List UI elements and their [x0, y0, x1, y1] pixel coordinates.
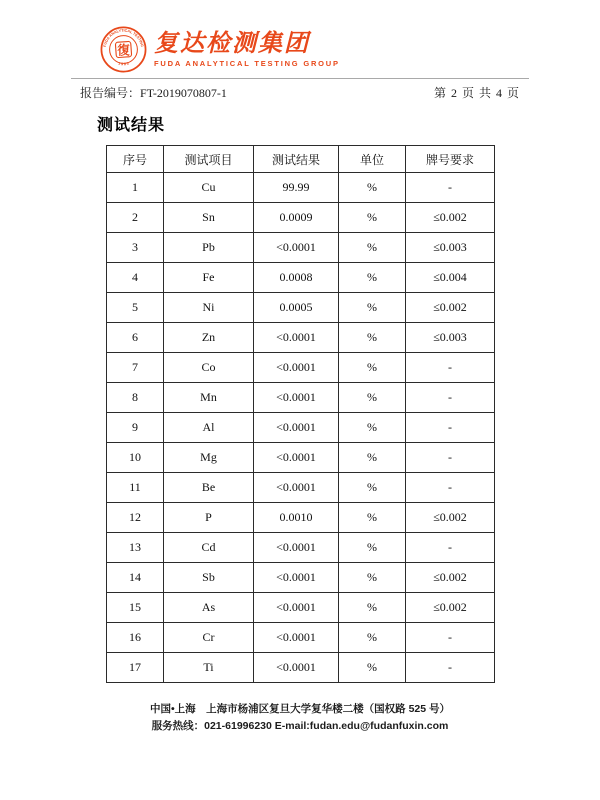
cell-seq: 2: [107, 203, 164, 233]
cell-grade-req: ≤0.004: [406, 263, 495, 293]
cell-result: <0.0001: [254, 473, 339, 503]
col-header-item: 测试项目: [164, 146, 254, 173]
table-row: [107, 263, 495, 293]
cell-grade-req: -: [406, 473, 495, 503]
table-row: [107, 293, 495, 323]
cell-unit: %: [339, 563, 406, 593]
cell-item: Sn: [164, 203, 254, 233]
report-meta-row: [80, 84, 520, 101]
cell-grade-req: -: [406, 533, 495, 563]
col-header-result: 测试结果: [254, 146, 339, 173]
cell-seq: 1: [107, 173, 164, 203]
col-header-grade-req: 牌号要求: [406, 146, 495, 173]
cell-grade-req: ≤0.002: [406, 293, 495, 323]
cell-result: <0.0001: [254, 353, 339, 383]
cell-grade-req: ≤0.002: [406, 563, 495, 593]
cell-item: Ni: [164, 293, 254, 323]
svg-text:1 9 8 3: 1 9 8 3: [117, 61, 130, 67]
cell-item: Zn: [164, 323, 254, 353]
cell-seq: 15: [107, 593, 164, 623]
cell-seq: 12: [107, 503, 164, 533]
cell-unit: %: [339, 413, 406, 443]
cell-seq: 7: [107, 353, 164, 383]
table-row: [107, 593, 495, 623]
cell-result: <0.0001: [254, 443, 339, 473]
cell-unit: %: [339, 233, 406, 263]
cell-result: 99.99: [254, 173, 339, 203]
cell-item: Be: [164, 473, 254, 503]
cell-grade-req: ≤0.002: [406, 593, 495, 623]
brand-name-cn: 复达检测集团: [154, 30, 310, 58]
cell-seq: 5: [107, 293, 164, 323]
cell-grade-req: -: [406, 353, 495, 383]
cell-item: Mg: [164, 443, 254, 473]
cell-seq: 8: [107, 383, 164, 413]
table-row: [107, 533, 495, 563]
page-indicator: 第 2 页 共 4 页: [433, 86, 520, 100]
cell-result: 0.0010: [254, 503, 339, 533]
cell-seq: 10: [107, 443, 164, 473]
table-row: [107, 623, 495, 653]
cell-unit: %: [339, 653, 406, 683]
cell-grade-req: -: [406, 443, 495, 473]
cell-unit: %: [339, 353, 406, 383]
cell-result: 0.0009: [254, 203, 339, 233]
cell-result: <0.0001: [254, 623, 339, 653]
company-wordmark: [154, 31, 340, 67]
table-row: [107, 503, 495, 533]
cell-result: <0.0001: [254, 383, 339, 413]
cell-seq: 17: [107, 653, 164, 683]
cell-result: <0.0001: [254, 563, 339, 593]
cell-item: Pb: [164, 233, 254, 263]
cell-unit: %: [339, 203, 406, 233]
cell-seq: 9: [107, 413, 164, 443]
cell-grade-req: -: [406, 173, 495, 203]
cell-seq: 14: [107, 563, 164, 593]
cell-item: Al: [164, 413, 254, 443]
cell-unit: %: [339, 173, 406, 203]
results-table-body: [107, 173, 495, 683]
page-footer: [0, 701, 600, 735]
cell-seq: 16: [107, 623, 164, 653]
cell-unit: %: [339, 263, 406, 293]
cell-unit: %: [339, 623, 406, 653]
col-header-unit: 单位: [339, 146, 406, 173]
cell-unit: %: [339, 383, 406, 413]
cell-item: Cd: [164, 533, 254, 563]
table-row: [107, 563, 495, 593]
table-row: [107, 473, 495, 503]
cell-result: <0.0001: [254, 593, 339, 623]
cell-seq: 11: [107, 473, 164, 503]
company-seal-icon: [100, 26, 147, 73]
table-header-row: [107, 146, 495, 173]
cell-result: <0.0001: [254, 323, 339, 353]
cell-seq: 6: [107, 323, 164, 353]
cell-item: Cr: [164, 623, 254, 653]
col-header-seq: 序号: [107, 146, 164, 173]
results-table: [106, 145, 495, 683]
table-row: [107, 443, 495, 473]
cell-item: As: [164, 593, 254, 623]
cell-seq: 4: [107, 263, 164, 293]
cell-grade-req: -: [406, 623, 495, 653]
table-row: [107, 173, 495, 203]
table-row: [107, 383, 495, 413]
cell-grade-req: ≤0.002: [406, 503, 495, 533]
cell-grade-req: ≤0.003: [406, 233, 495, 263]
section-title: 测试结果: [97, 117, 166, 134]
cell-result: <0.0001: [254, 653, 339, 683]
cell-grade-req: -: [406, 413, 495, 443]
cell-item: Sb: [164, 563, 254, 593]
cell-result: 0.0008: [254, 263, 339, 293]
cell-grade-req: -: [406, 383, 495, 413]
company-logo: [100, 26, 340, 73]
cell-unit: %: [339, 533, 406, 563]
cell-result: <0.0001: [254, 533, 339, 563]
cell-unit: %: [339, 503, 406, 533]
cell-seq: 13: [107, 533, 164, 563]
cell-unit: %: [339, 293, 406, 323]
brand-name-en: FUDA ANALYTICAL TESTING GROUP: [154, 58, 340, 68]
report-number-label: 报告编号：: [80, 86, 141, 100]
cell-item: Cu: [164, 173, 254, 203]
cell-item: P: [164, 503, 254, 533]
cell-unit: %: [339, 593, 406, 623]
cell-item: Co: [164, 353, 254, 383]
cell-seq: 3: [107, 233, 164, 263]
table-row: [107, 203, 495, 233]
table-row: [107, 413, 495, 443]
cell-item: Fe: [164, 263, 254, 293]
header-divider: [71, 78, 529, 79]
svg-text:復: 復: [117, 43, 130, 58]
cell-unit: %: [339, 473, 406, 503]
footer-contact: 服务热线：021-61996230 E-mail:fudan.edu@fudanfuxin.com: [151, 720, 449, 732]
svg-text:FUDA ANALYTICAL TESTING: FUDA ANALYTICAL TESTING: [102, 28, 145, 48]
cell-grade-req: ≤0.002: [406, 203, 495, 233]
report-number-value: FT-2019070807-1: [140, 86, 227, 100]
cell-item: Mn: [164, 383, 254, 413]
cell-result: <0.0001: [254, 233, 339, 263]
table-row: [107, 233, 495, 263]
table-row: [107, 653, 495, 683]
cell-result: <0.0001: [254, 413, 339, 443]
cell-result: 0.0005: [254, 293, 339, 323]
report-number: [80, 84, 227, 101]
cell-item: Ti: [164, 653, 254, 683]
cell-grade-req: ≤0.003: [406, 323, 495, 353]
cell-unit: %: [339, 443, 406, 473]
table-row: [107, 323, 495, 353]
cell-unit: %: [339, 323, 406, 353]
table-row: [107, 353, 495, 383]
cell-grade-req: -: [406, 653, 495, 683]
footer-address: 中国•上海 上海市杨浦区复旦大学复华楼二楼（国权路 525 号）: [149, 703, 451, 715]
